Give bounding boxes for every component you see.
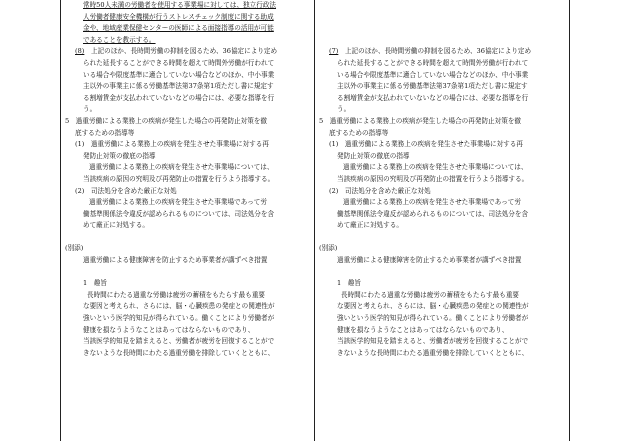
section-5-heading: 5 過重労働による業務上の疾病が発生した場合の再発防止対策を徹 xyxy=(65,116,268,125)
column-divider xyxy=(314,0,315,441)
item-7-number: (7) xyxy=(329,47,339,56)
underlined-line: 金や、地域産業保健センターの医師による面接指導の活用が可能 xyxy=(83,24,274,33)
spacer xyxy=(317,23,567,35)
spacer xyxy=(63,232,313,244)
paragraph-line: 強いという医学的知見が得られている。働くことにより労働者が xyxy=(83,314,275,323)
paragraph-line: る割増賃金が支払われていないなどの場合には、必要な指導を行 xyxy=(337,93,529,102)
spacer xyxy=(317,35,567,47)
item-7-first-line xyxy=(317,46,567,58)
item-8-number: (8) xyxy=(75,47,85,56)
item-7-text: 上記のほか、長時間労働の抑制を図るため、36協定により定め xyxy=(344,47,532,56)
underlined-line: 常時50人未満の労働者を使用する事業場に対しては、独立行政法 xyxy=(83,1,277,9)
appendix-label: (別添) xyxy=(65,244,84,253)
paragraph-line: られた延長することができる時間を超えて時間外労働が行われて xyxy=(337,58,529,67)
spacer xyxy=(317,267,567,279)
paragraph-line: 長時間にわたる過重な労働は疲労の蓄積をもたらす最も重要 xyxy=(87,290,266,299)
paragraph-line: 働基準関係法令違反が認められるものについては、司法処分を含 xyxy=(83,209,275,218)
appendix-label: (別添) xyxy=(319,244,338,253)
purpose-heading: 1 趣旨 xyxy=(337,279,361,288)
paragraph-line: う。 xyxy=(83,105,97,114)
paragraph-line: 過重労働による業務上の疾病を発生させた事業場については、 xyxy=(343,163,528,172)
spacer xyxy=(63,267,313,279)
paragraph-line: 過重労働による業務上の疾病を発生させた事業場については、 xyxy=(89,163,274,172)
paragraph-line: 主以外の事業主に係る労働基準法第37条第1項ただし書に規定す xyxy=(337,82,528,91)
subsection-1-heading: (1) 過重労働による業務上の疾病を発生させた事業場に対する再 xyxy=(329,140,523,149)
paragraph-line: な要因と考えられ、さらには、脳・心臓疾患の発症との関連性が xyxy=(83,302,275,311)
spacer xyxy=(317,0,567,12)
paragraph-line: 健康を損なうようなことはあってはならないものであり、 xyxy=(83,325,255,334)
paragraph-line: 過重労働による業務上の疾病を発生させた事業場であって労 xyxy=(343,198,521,207)
paragraph-line: めて厳正に対処する。 xyxy=(337,221,403,230)
subsection-1-heading-cont: 発防止対策の徹底の指導 xyxy=(83,151,156,160)
spacer xyxy=(317,12,567,24)
subsection-2-heading: (2) 司法処分を含めた厳正な対処 xyxy=(329,186,431,195)
underlined-line: であることを教示する。 xyxy=(83,35,156,44)
spacer xyxy=(317,232,567,244)
paragraph-line: 当該医学的知見を踏まえると、労働者が疲労を回復することがで xyxy=(337,337,529,346)
paragraph-line: 強いという医学的知見が得られている。働くことにより労働者が xyxy=(337,314,529,323)
item-8-first-line xyxy=(63,46,313,58)
paragraph-line: 健康を損なうようなことはあってはならないものであり、 xyxy=(337,325,509,334)
paragraph-line: きないような長時間にわたる過重労働を排除していくとともに、 xyxy=(83,348,275,357)
section-5-heading-cont: 底するための指導等 xyxy=(75,128,135,137)
paragraph-line: な要因と考えられ、さらには、脳・心臓疾患の発症との関連性が xyxy=(337,302,529,311)
paragraph-line: う。 xyxy=(337,105,351,114)
paragraph-line: いる場合や限度基準に適合していない場合などのほか、中小事業 xyxy=(83,70,275,79)
section-5-heading: 5 過重労働による業務上の疾病が発生した場合の再発防止対策を徹 xyxy=(319,116,522,125)
subsection-1-heading: (1) 過重労働による業務上の疾病を発生させた事業場に対する再 xyxy=(75,140,269,149)
paragraph-line: る割増賃金が支払われていないなどの場合には、必要な指導を行 xyxy=(83,93,275,102)
appendix-title: 過重労働による健康障害を防止するため事業者が講ずべき措置 xyxy=(83,256,268,265)
paragraph-line: きないような長時間にわたる過重労働を排除していくとともに、 xyxy=(337,348,529,357)
purpose-heading: 1 趣旨 xyxy=(83,279,107,288)
appendix-title: 過重労働による健康障害を防止するため事業者が講ずべき措置 xyxy=(337,256,522,265)
item-8-text: 上記のほか、長時間労働の抑制を図るため、36協定により定め xyxy=(90,47,278,56)
paragraph-line: られた延長することができる時間を超えて時間外労働が行われて xyxy=(83,58,275,67)
subsection-1-heading-cont: 発防止対策の徹底の指導 xyxy=(337,151,410,160)
paragraph-line: めて厳正に対処する。 xyxy=(83,221,149,230)
paragraph-line: 長時間にわたる過重な労働は疲労の蓄積をもたらす最も重要 xyxy=(341,290,520,299)
right-column xyxy=(317,0,567,359)
paragraph-line: 主以外の事業主に係る労働基準法第37条第1項ただし書に規定す xyxy=(83,82,274,91)
section-5-heading-cont: 底するための指導等 xyxy=(329,128,389,137)
left-column xyxy=(63,0,313,359)
subsection-2-heading: (2) 司法処分を含めた厳正な対処 xyxy=(75,186,177,195)
paragraph-line: 働基準関係法令違反が認められるものについては、司法処分を含 xyxy=(337,209,529,218)
paragraph-line: 当該疾病の原因の究明及び再発防止の措置を行うよう指導する。 xyxy=(83,174,275,183)
paragraph-line: 当該疾病の原因の究明及び再発防止の措置を行うよう指導する。 xyxy=(337,174,529,183)
paragraph-line: 当該医学的知見を踏まえると、労働者が疲労を回復することがで xyxy=(83,337,275,346)
paragraph-line: いる場合や限度基準に適合していない場合などのほか、中小事業 xyxy=(337,70,529,79)
paragraph-line: 過重労働による業務上の疾病を発生させた事業場であって労 xyxy=(89,198,267,207)
underlined-line: 人労働者健康安全機構が行うストレスチェック制度に関する助成 xyxy=(83,12,274,21)
